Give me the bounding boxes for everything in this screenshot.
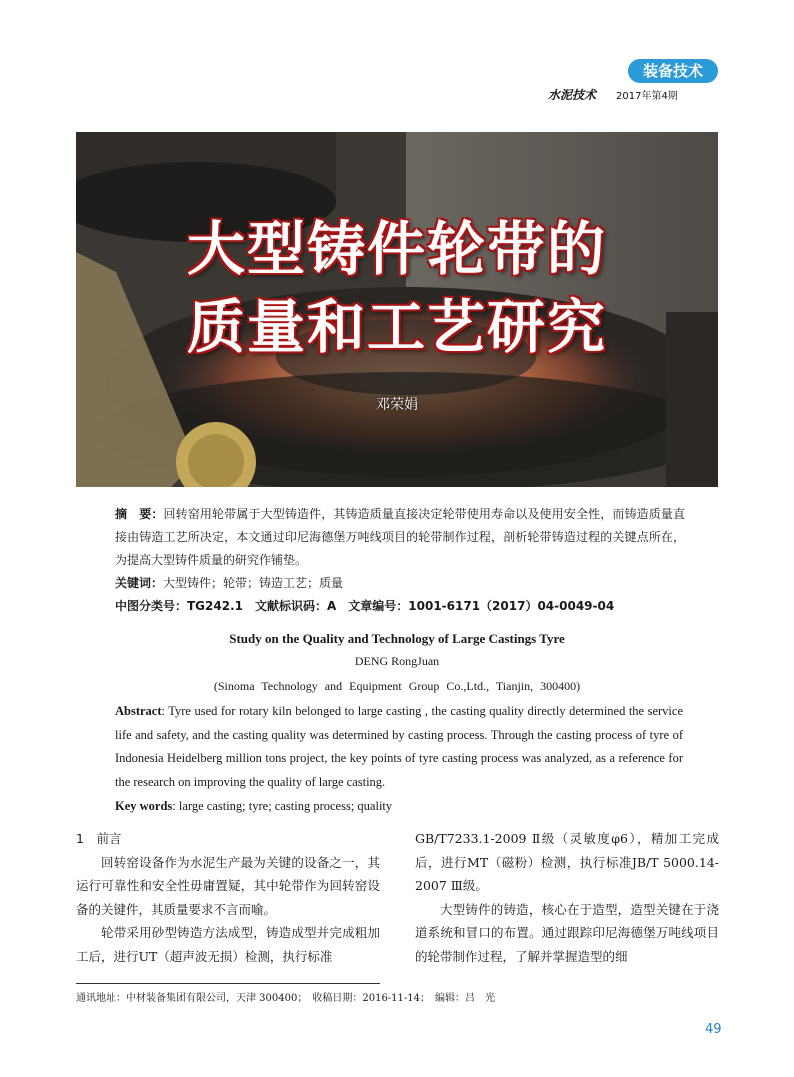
en-keywords [115,795,683,819]
body-paragraph: 回转窑设备作为水泥生产最为关键的设备之一，其运行可靠性和安全性毋庸置疑，其中轮带作为回转窑设备的关键件，其质量要求不言而喻。 [76,854,380,917]
footnote: 通讯地址：中材装备集团有限公司，天津 300400； 收稿日期：2016-11-14； 编辑：吕 光 [76,993,496,1004]
page-number: 49 [705,1022,722,1037]
en-abstract [115,700,683,794]
journal-name: 水泥技术 [548,88,597,102]
article-title-line-1: 大型铸件轮带的 [186,215,607,283]
body-column-right [415,827,719,968]
en-title: Study on the Quality and Technology of Large Castings Tyre [229,631,565,646]
hero-photo [76,132,718,487]
body-paragraph: 大型铸件的铸造，核心在于造型，造型关键在于浇道系统和冒口的布置。通过跟踪印尼海德堡万吨线项目的轮带制作过程，了解并掌握造型的细 [415,901,719,964]
en-author: DENG RongJuan [354,654,440,668]
issue-label: 2017年第4期 [616,91,678,102]
en-keywords-text: : large casting; tyre; casting process; quality [172,799,393,813]
section-badge: 装备技术 [628,59,718,83]
body-paragraph: GB/T7233.1-2009 Ⅱ级（灵敏度φ6），精加工完成后，进行MT（磁粉）检测，执行标准JB/T 5000.14-2007 Ⅲ级。 [415,831,719,893]
cn-keywords-text: 大型铸件；轮带；铸造工艺；质量 [163,576,344,590]
cn-abstract [115,503,685,572]
cn-abstract-text: 回转窑用轮带属于大型铸造件，其铸造质量直接决定轮带使用寿命以及使用安全性，而铸造质量直接由铸造工艺所决定，本文通过印尼海德堡万吨线项目的轮带制作过程，剖析轮带铸造过程的关键点所在，为提高大型铸件质量的研究作铺垫。 [115,507,685,567]
en-abstract-text: : Tyre used for rotary kiln belonged to large casting , the casting quality directly determined the service life and safety, and the casting quality was determined by casting process. Through the casting process of tyre of Indonesia Heidelberg million tons project, the key points of tyre casting process was analyzed, as a reference for the research on improving the quality of large casting. [115,704,683,789]
section-heading: 1 前言 [76,831,122,846]
cn-keywords-label: 关键词： [115,576,164,590]
en-keywords-label: Key words [115,799,173,813]
footnote-divider [76,983,380,984]
en-affiliation: (Sinoma Technology and Equipment Group Co.,Ltd., Tianjin, 300400) [213,679,581,693]
cn-keywords [115,572,685,595]
cn-abstract-label: 摘 要： [115,507,164,521]
article-title-line-2: 质量和工艺研究 [186,293,607,361]
classification-line: 中图分类号：TG242.1 文献标识码：A 文章编号：1001-6171（2017）04-0049-04 [115,599,615,613]
author-name: 邓荣娟 [376,397,418,413]
en-abstract-label: Abstract [115,704,162,718]
body-column-left [76,827,380,968]
body-paragraph: 轮带采用砂型铸造方法成型，铸造成型并完成粗加工后，进行UT（超声波无损）检测，执行标准 [76,925,380,964]
